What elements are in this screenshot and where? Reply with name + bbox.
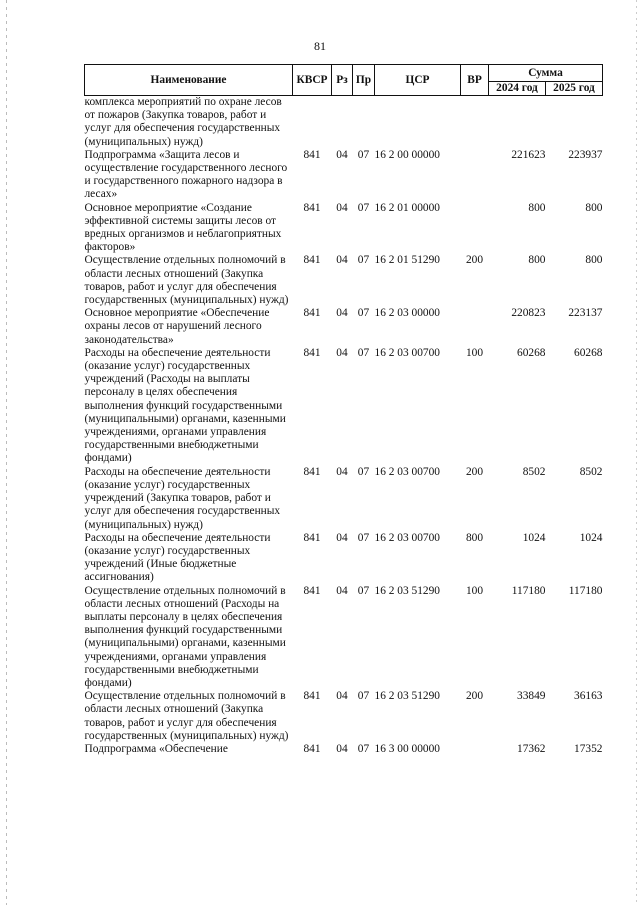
row-amount-2025: 60268 [574,346,603,359]
row-pr: 07 [357,531,370,544]
scan-edge-right [636,0,637,905]
row-amount-2025: 800 [585,254,603,267]
row-amount-2025 [546,96,603,149]
row-kvsr [293,96,332,149]
row-amount-2024: 221623 [511,148,546,161]
row-csr [375,96,461,149]
header-pr: Пр [353,65,375,96]
row-vr [461,149,489,202]
row-kvsr: 841 [303,742,321,755]
row-amount-2024: 220823 [511,307,546,320]
row-name: Основное мероприятие «Создание эффективной системы защиты лесов от вредных организмов и неблагоприятных факторов» [84,201,282,254]
table-row [85,532,603,585]
row-csr: 16 3 00 00000 [374,742,440,755]
page-number: 81 [314,39,326,53]
row-pr: 07 [357,254,370,267]
row-rz: 04 [336,201,348,214]
row-amount-2024: 8502 [522,465,546,478]
row-kvsr: 841 [303,584,321,597]
row-amount-2024: 117180 [511,584,546,597]
row-kvsr: 841 [303,307,321,320]
row-pr: 07 [357,584,370,597]
row-amount-2024: 33849 [517,690,546,703]
row-pr: 07 [357,742,370,755]
row-amount-2024: 1024 [522,531,546,544]
header-rz: Рз [332,65,353,96]
row-rz: 04 [336,465,348,478]
table-row [85,347,603,466]
row-pr: 07 [357,465,370,478]
header-kvsr: КВСР [293,65,332,96]
row-name: комплекса мероприятий по охране лесов от пожаров (Закупка товаров, работ и услуг для обеспечения государственных (муниципальных) нужд) [84,96,282,148]
row-rz [332,96,353,149]
row-name: Расходы на обеспечение деятельности (оказание услуг) государственных учреждений (Иные бюджетные ассигнования) [84,531,271,584]
row-rz: 04 [336,742,348,755]
row-rz: 04 [336,531,348,544]
row-pr: 07 [357,307,370,320]
row-csr: 16 2 03 00000 [374,307,440,320]
row-pr [353,96,375,149]
row-amount-2025: 8502 [579,465,603,478]
budget-table [84,64,603,756]
row-amount-2025: 223937 [568,148,603,161]
row-rz: 04 [336,690,348,703]
row-rz: 04 [336,584,348,597]
row-name: Расходы на обеспечение деятельности (оказание услуг) государственных учреждений (Закупка товаров, работ и услуг для обеспечения государственных (муниципальных) нужд) [84,465,281,531]
row-name: Осуществление отдельных полномочий в области лесных отношений (Расходы на выплаты персоналу в целях обеспечения выполнения функций государственными (муниципальными) органами, казенными учреждениями, органами управления государственными внебюджетными фондами) [84,584,286,689]
row-rz: 04 [336,307,348,320]
row-pr: 07 [357,346,370,359]
scan-edge-left [6,0,7,905]
row-vr: 200 [465,690,484,703]
table-row [85,585,603,691]
row-csr: 16 2 03 00700 [374,531,440,544]
row-amount-2024: 60268 [517,346,546,359]
table-row [85,743,603,756]
row-name: Основное мероприятие «Обеспечение охраны лесов от нарушений лесного законодательства» [84,307,270,346]
row-vr: 200 [465,254,484,267]
row-csr: 16 2 00 00000 [374,148,440,161]
header-csr: ЦСР [375,65,461,96]
table-row [85,96,603,149]
row-rz: 04 [336,148,348,161]
row-kvsr: 841 [303,531,321,544]
row-vr: 100 [465,584,484,597]
row-name: Осуществление отдельных полномочий в области лесных отношений (Закупка товаров, работ и услуг для обеспечения государственных (муниципальных) нужд) [84,690,289,742]
table-row [85,254,603,307]
row-amount-2025: 36163 [574,690,603,703]
row-amount-2024: 800 [528,201,546,214]
table-row [85,690,603,743]
table-body [85,96,603,757]
row-csr: 16 2 03 51290 [374,584,440,597]
table-row [85,149,603,202]
header-vr: ВР [461,65,489,96]
row-amount-2025: 223137 [568,307,603,320]
row-vr [461,743,489,756]
row-amount-2025: 117180 [568,584,603,597]
header-year-2024: 2024 год [489,82,546,96]
header-name: Наименование [85,65,293,96]
row-name: Расходы на обеспечение деятельности (оказание услуг) государственных учреждений (Расходы на выплаты персоналу в целях обеспечения выполнения функций государственными (муниципальными) органами, казенными учреждениями, органами управления государственными внебюджетными фондами) [84,346,286,465]
table-row [85,466,603,532]
row-csr: 16 2 01 00000 [374,201,440,214]
row-amount-2024: 800 [528,254,546,267]
row-vr: 200 [465,465,484,478]
row-vr: 100 [465,346,484,359]
row-amount-2025: 17352 [574,742,603,755]
row-csr: 16 2 03 00700 [374,465,440,478]
row-vr [461,307,489,347]
row-vr [461,202,489,255]
row-rz: 04 [336,254,348,267]
row-rz: 04 [336,346,348,359]
row-kvsr: 841 [303,346,321,359]
row-kvsr: 841 [303,465,321,478]
row-kvsr: 841 [303,690,321,703]
row-csr: 16 2 03 51290 [374,690,440,703]
row-name: Подпрограмма «Защита лесов и осуществление государственного лесного и государственного пожарного надзора в лесах» [84,148,288,201]
row-pr: 07 [357,690,370,703]
row-amount-2024: 17362 [517,742,546,755]
row-amount-2024 [489,96,546,149]
table-row [85,202,603,255]
header-year-2025: 2025 год [546,82,603,96]
row-amount-2025: 800 [585,201,603,214]
row-kvsr: 841 [303,254,321,267]
row-vr: 800 [465,531,484,544]
row-kvsr: 841 [303,201,321,214]
row-pr: 07 [357,148,370,161]
row-name: Подпрограмма «Обеспечение [84,742,228,755]
row-amount-2025: 1024 [579,531,603,544]
row-pr: 07 [357,201,370,214]
table-header [85,65,603,96]
table-row [85,307,603,347]
row-csr: 16 2 03 00700 [374,346,440,359]
row-csr: 16 2 01 51290 [374,254,440,267]
row-vr [461,96,489,149]
row-name: Осуществление отдельных полномочий в области лесных отношений (Закупка товаров, работ и услуг для обеспечения государственных (муниципальных) нужд) [84,254,289,307]
row-kvsr: 841 [303,148,321,161]
header-sum: Сумма [489,65,603,82]
